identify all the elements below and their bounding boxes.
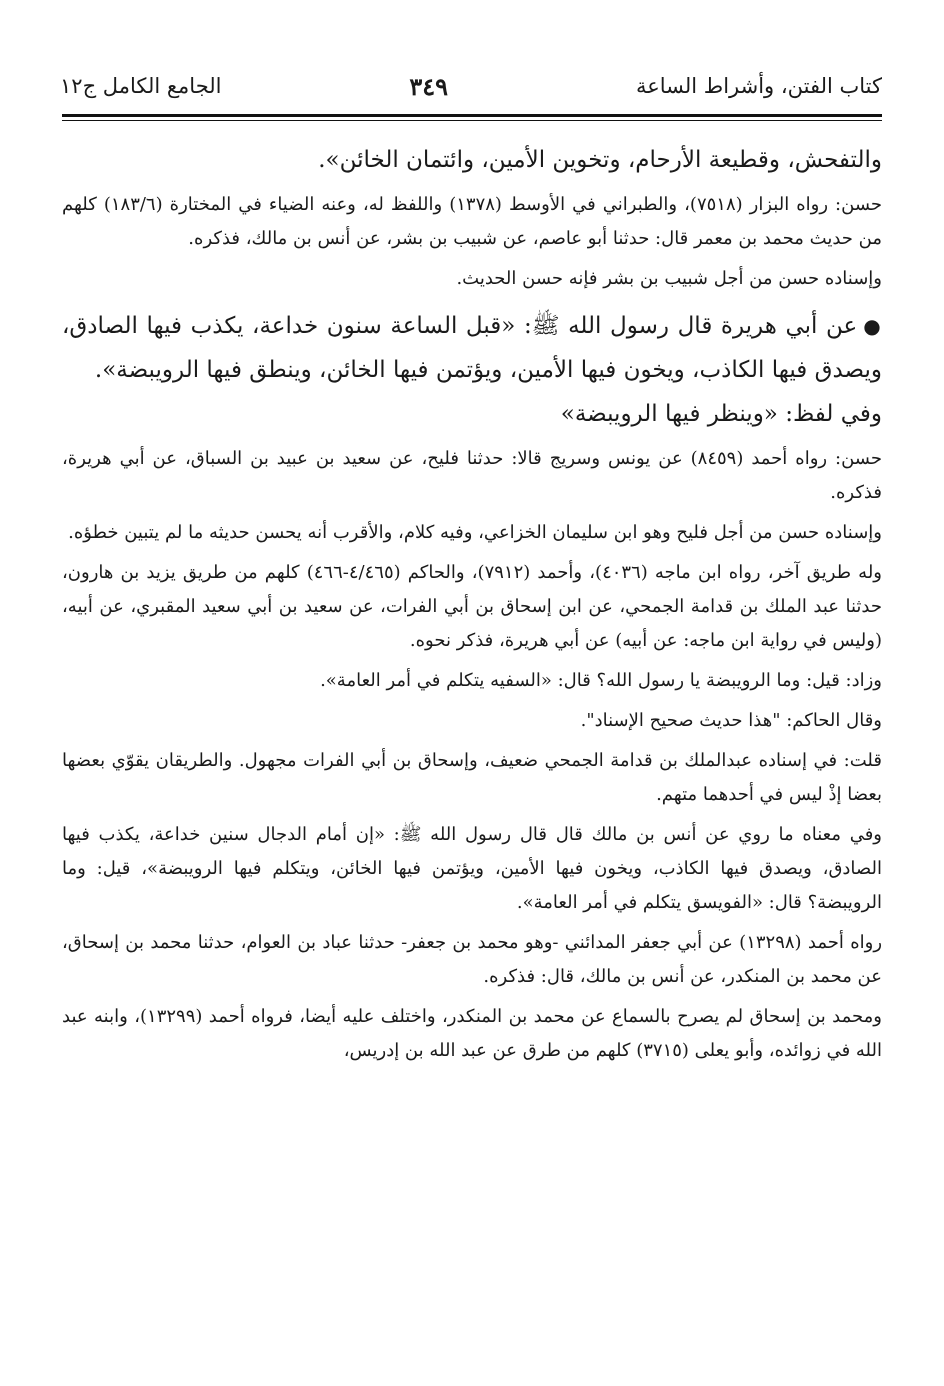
paragraph-takhrij <box>62 188 882 256</box>
paragraph-hadith <box>62 304 882 392</box>
paragraph-text: حسن: رواه البزار (٧٥١٨)، والطبراني في الأوسط (١٣٧٨) واللفظ له، وعنه الضياء في المختارة (١٨٣/٦) كلهم من حديث محمد بن معمر قال: حدثنا أبو عاصم، عن شبيب بن بشر، عن أنس بن مالك، فذكره. <box>62 194 883 249</box>
paragraph-takhrij <box>62 926 882 994</box>
page-number: ٣٤٩ <box>409 71 449 101</box>
paragraph-text: ومحمد بن إسحاق لم يصرح بالسماع عن محمد بن المنكدر، واختلف عليه أيضا، فرواه أحمد (١٣٢٩٩)، وابنه عبد الله في زوائده، وأبو يعلى (٣٧١٥) كلهم من طرق عن عبد الله بن إدريس، <box>62 1006 882 1061</box>
paragraph-text: وقال الحاكم: "هذا حديث صحيح الإسناد". <box>580 710 882 731</box>
paragraph-isnad-note <box>62 262 882 296</box>
header-rule-thick <box>62 114 882 117</box>
paragraph-isnad-note <box>62 516 882 550</box>
book-title: الجامع الكامل ج١٢ <box>60 74 222 98</box>
paragraph-text: وإسناده حسن من أجل فليح وهو ابن سليمان الخزاعي، وفيه كلام، والأقرب أنه يحسن حديثه ما لم يتبين خطؤه. <box>68 522 882 543</box>
paragraph-hadith-ending <box>62 138 882 182</box>
bullet-icon: ● <box>863 314 883 338</box>
paragraph-author-note <box>62 744 882 812</box>
paragraph-text: حسن: رواه أحمد (٨٤٥٩) عن يونس وسريج قالا: حدثنا فليح، عن سعيد بن عبيد بن السباق، عن أبي هريرة، فذكره. <box>62 448 882 503</box>
paragraph-text: رواه أحمد (١٣٢٩٨) عن أبي جعفر المدائني -وهو محمد بن جعفر- حدثنا عباد بن العوام، حدثنا محمد بن إسحاق، عن محمد بن المنكدر، عن أنس بن مالك، قال: فذكره. <box>62 932 883 987</box>
paragraph-hakim-quote <box>62 704 882 738</box>
chapter-title: كتاب الفتن، وأشراط الساعة <box>635 74 882 98</box>
paragraph-text: والتفحش، وقطيعة الأرحام، وتخوين الأمين، وائتمان الخائن». <box>318 147 882 173</box>
paragraph-text: وزاد: قيل: وما الرويبضة يا رسول الله؟ قال: «السفيه يتكلم في أمر العامة». <box>320 670 882 691</box>
running-header <box>60 66 882 106</box>
paragraph-isnad-note <box>62 1000 882 1068</box>
paragraph-text: وفي لفظ: «وينظر فيها الرويبضة» <box>560 401 882 427</box>
paragraph-text: قلت: في إسناده عبدالملك بن قدامة الجمحي ضعيف، وإسحاق بن أبي الفرات مجهول. والطريقان يقوّي بعضها بعضا إذْ ليس في أحدهما متهم. <box>62 750 882 805</box>
paragraph-other-route <box>62 556 882 658</box>
page-body <box>62 138 882 1068</box>
paragraph-addition <box>62 664 882 698</box>
paragraph-text: وله طريق آخر، رواه ابن ماجه (٤٠٣٦)، وأحمد (٧٩١٢)، والحاكم (٤/٤٦٥-٤٦٦) كلهم من طريق يزيد بن هارون، حدثنا عبد الملك بن قدامة الجمحي، عن ابن إسحاق بن أبي الفرات، عن سعيد بن أبي سعيد المقبري، عن أبيه، (وليس في رواية ابن ماجه: عن أبيه) عن أبي هريرة، فذكر نحوه. <box>62 562 882 651</box>
paragraph-text: عن أبي هريرة قال رسول الله ﷺ: «قبل الساعة سنون خداعة، يكذب فيها الصادق، ويصدق فيها الكاذب، ويخون فيها الأمين، ويؤتمن فيها الخائن، وينطق فيها الرويبضة». <box>62 313 882 383</box>
paragraph-variant-wording <box>62 392 882 436</box>
paragraph-takhrij <box>62 442 882 510</box>
paragraph-related-hadith <box>62 818 882 920</box>
paragraph-text: وإسناده حسن من أجل شبيب بن بشر فإنه حسن الحديث. <box>456 268 882 289</box>
paragraph-text: وفي معناه ما روي عن أنس بن مالك قال قال رسول الله ﷺ: «إن أمام الدجال سنين خداعة، يكذب فيها الصادق، ويصدق فيها الكاذب، ويخون فيها الأمين، ويؤتمن فيها الخائن، ويتكلم فيها الرويبضة»، قيل: وما الرويبضة؟ قال: «الفويسق يتكلم في أمر العامة». <box>62 824 883 913</box>
header-rule-thin <box>62 120 882 121</box>
